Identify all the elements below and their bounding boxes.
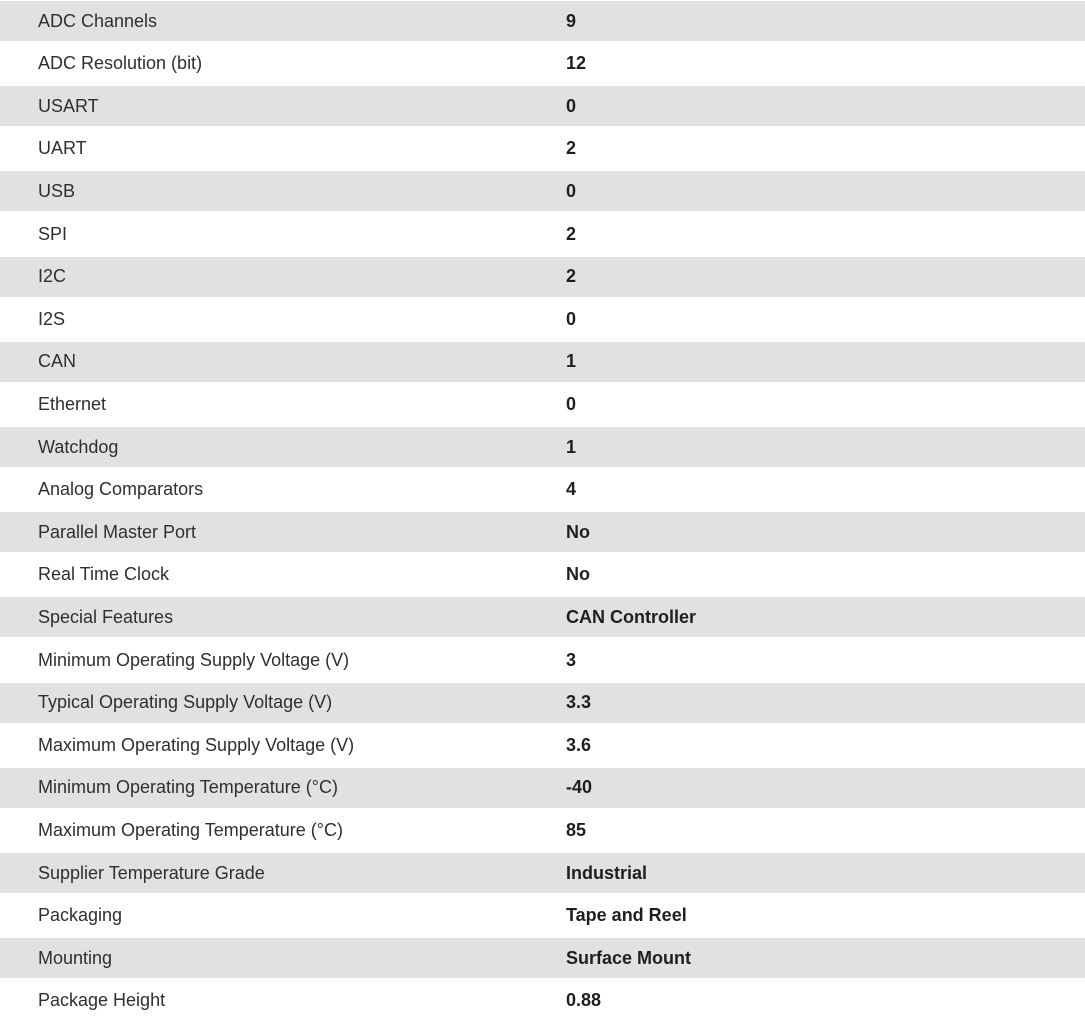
spec-value: 12 bbox=[566, 53, 587, 74]
spec-label: Maximum Operating Supply Voltage (V) bbox=[38, 734, 355, 755]
spec-value: No bbox=[566, 521, 590, 542]
spec-row bbox=[0, 44, 1085, 84]
spec-row bbox=[0, 512, 1085, 552]
spec-value: 85 bbox=[566, 819, 587, 840]
spec-row bbox=[0, 555, 1085, 595]
spec-value: 0 bbox=[566, 180, 577, 201]
spec-label: ADC Channels bbox=[38, 10, 158, 31]
spec-row bbox=[0, 384, 1085, 424]
spec-row bbox=[0, 981, 1085, 1021]
spec-value: Tape and Reel bbox=[566, 905, 687, 926]
spec-row bbox=[0, 470, 1085, 510]
spec-row bbox=[0, 1, 1085, 41]
spec-row bbox=[0, 896, 1085, 936]
spec-label: SPI bbox=[38, 223, 68, 244]
spec-label: I2S bbox=[38, 308, 66, 329]
spec-label: I2C bbox=[38, 266, 67, 287]
spec-label: UART bbox=[38, 138, 87, 159]
spec-value: -40 bbox=[566, 777, 593, 798]
spec-label: Maximum Operating Temperature (°C) bbox=[38, 819, 343, 840]
spec-value: 3 bbox=[566, 649, 577, 670]
spec-value: 2 bbox=[566, 223, 577, 244]
spec-row bbox=[0, 597, 1085, 637]
spec-value: 2 bbox=[566, 266, 577, 287]
spec-row bbox=[0, 725, 1085, 765]
spec-value: 3.6 bbox=[566, 734, 592, 755]
spec-row bbox=[0, 768, 1085, 808]
spec-label: Special Features bbox=[38, 606, 174, 627]
spec-label: USB bbox=[38, 180, 76, 201]
spec-value: 0.88 bbox=[566, 990, 602, 1011]
spec-value: 0 bbox=[566, 95, 577, 116]
spec-value: 1 bbox=[566, 351, 577, 372]
spec-label: CAN bbox=[38, 351, 77, 372]
spec-label: Typical Operating Supply Voltage (V) bbox=[38, 692, 333, 713]
spec-label: Analog Comparators bbox=[38, 479, 204, 500]
spec-label: Minimum Operating Supply Voltage (V) bbox=[38, 649, 350, 670]
spec-value: 0 bbox=[566, 393, 577, 414]
spec-label: Watchdog bbox=[38, 436, 119, 457]
spec-row bbox=[0, 683, 1085, 723]
spec-row bbox=[0, 257, 1085, 297]
spec-value: 2 bbox=[566, 138, 577, 159]
spec-label: Ethernet bbox=[38, 393, 107, 414]
spec-label: Real Time Clock bbox=[38, 564, 170, 585]
spec-row bbox=[0, 342, 1085, 382]
spec-row bbox=[0, 640, 1085, 680]
spec-label: ADC Resolution (bit) bbox=[38, 53, 203, 74]
spec-value: Surface Mount bbox=[566, 947, 692, 968]
spec-value: 3.3 bbox=[566, 692, 592, 713]
spec-label: Packaging bbox=[38, 905, 123, 926]
spec-row bbox=[0, 427, 1085, 467]
spec-row bbox=[0, 853, 1085, 893]
spec-row bbox=[0, 129, 1085, 169]
spec-value: Industrial bbox=[566, 862, 648, 883]
spec-value: No bbox=[566, 564, 590, 585]
spec-row bbox=[0, 86, 1085, 126]
spec-row bbox=[0, 810, 1085, 850]
spec-value: 4 bbox=[566, 479, 577, 500]
spec-value: 0 bbox=[566, 308, 577, 329]
spec-label: Parallel Master Port bbox=[38, 521, 197, 542]
spec-label: USART bbox=[38, 95, 99, 116]
spec-row bbox=[0, 938, 1085, 978]
spec-label: Mounting bbox=[38, 947, 113, 968]
spec-row bbox=[0, 171, 1085, 211]
spec-label: Minimum Operating Temperature (°C) bbox=[38, 777, 338, 798]
spec-label: Supplier Temperature Grade bbox=[38, 862, 265, 883]
spec-value: 9 bbox=[566, 10, 577, 31]
spec-value: 1 bbox=[566, 436, 577, 457]
spec-row bbox=[0, 299, 1085, 339]
spec-label: Package Height bbox=[38, 990, 166, 1011]
spec-value: CAN Controller bbox=[566, 606, 696, 627]
spec-row bbox=[0, 214, 1085, 254]
